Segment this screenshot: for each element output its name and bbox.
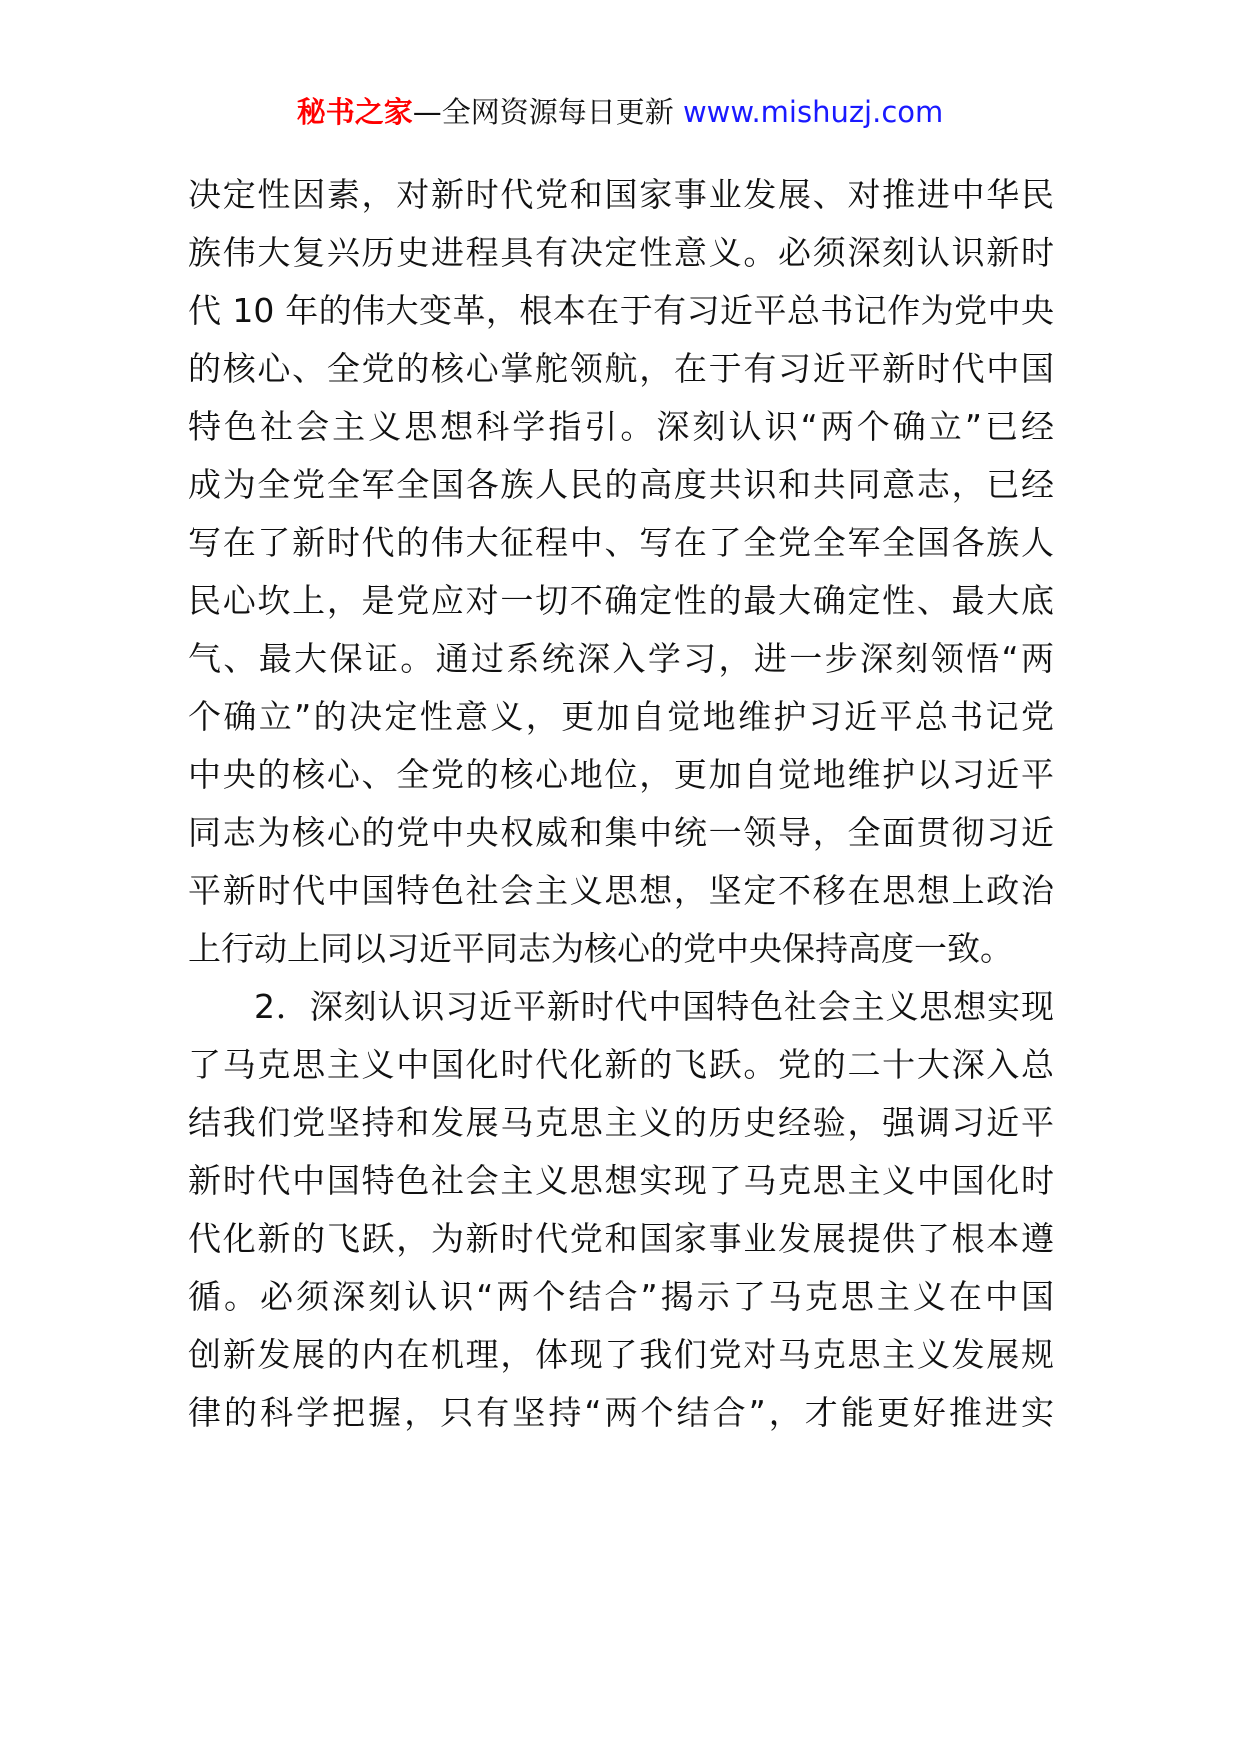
text-line: 族伟大复兴历史进程具有决定性意义。必须深刻认识新时 bbox=[188, 233, 1054, 272]
text-line: 结我们党坚持和发展马克思主义的历史经验，强调习近平 bbox=[188, 1103, 1054, 1142]
text-line: 代 10 年的伟大变革，根本在于有习近平总书记作为党中央 bbox=[188, 291, 1054, 330]
text-line: 创新发展的内在机理，体现了我们党对马克思主义发展规 bbox=[188, 1335, 1054, 1374]
text-line: 同志为核心的党中央权威和集中统一领导，全面贯彻习近 bbox=[188, 813, 1054, 852]
brand-name: 秘书之家 bbox=[296, 95, 413, 129]
text-line: 了马克思主义中国化时代化新的飞跃。党的二十大深入总 bbox=[188, 1045, 1054, 1084]
text-line: 循。必须深刻认识“两个结合”揭示了马克思主义在中国 bbox=[188, 1277, 1054, 1316]
header-tagline: —全网资源每日更新 bbox=[412, 95, 674, 129]
text-line: 2．深刻认识习近平新时代中国特色社会主义思想实现 bbox=[254, 987, 1054, 1026]
text-line: 个确立”的决定性意义，更加自觉地维护习近平总书记党 bbox=[188, 697, 1054, 736]
text-line: 律的科学把握，只有坚持“两个结合”，才能更好推进实 bbox=[188, 1393, 1054, 1432]
text-line: 决定性因素，对新时代党和国家事业发展、对推进中华民 bbox=[188, 175, 1054, 214]
text-line: 新时代中国特色社会主义思想实现了马克思主义中国化时 bbox=[188, 1161, 1054, 1200]
page-header bbox=[0, 92, 1240, 132]
text-line: 成为全党全军全国各族人民的高度共识和共同意志，已经 bbox=[188, 465, 1054, 504]
text-line: 的核心、全党的核心掌舵领航，在于有习近平新时代中国 bbox=[188, 349, 1054, 388]
text-line: 气、最大保证。通过系统深入学习，进一步深刻领悟“两 bbox=[188, 639, 1054, 678]
site-url-link[interactable]: www.mishuzj.com bbox=[682, 95, 944, 129]
text-line: 代化新的飞跃，为新时代党和国家事业发展提供了根本遵 bbox=[188, 1219, 1054, 1258]
text-line: 写在了新时代的伟大征程中、写在了全党全军全国各族人 bbox=[188, 523, 1054, 562]
text-line: 平新时代中国特色社会主义思想，坚定不移在思想上政治 bbox=[188, 871, 1054, 910]
text-line: 中央的核心、全党的核心地位，更加自觉地维护以习近平 bbox=[188, 755, 1054, 794]
text-line: 上行动上同以习近平同志为核心的党中央保持高度一致。 bbox=[188, 929, 1013, 968]
text-line: 特色社会主义思想科学指引。深刻认识“两个确立”已经 bbox=[188, 407, 1054, 446]
text-line: 民心坎上，是党应对一切不确定性的最大确定性、最大底 bbox=[188, 581, 1054, 620]
